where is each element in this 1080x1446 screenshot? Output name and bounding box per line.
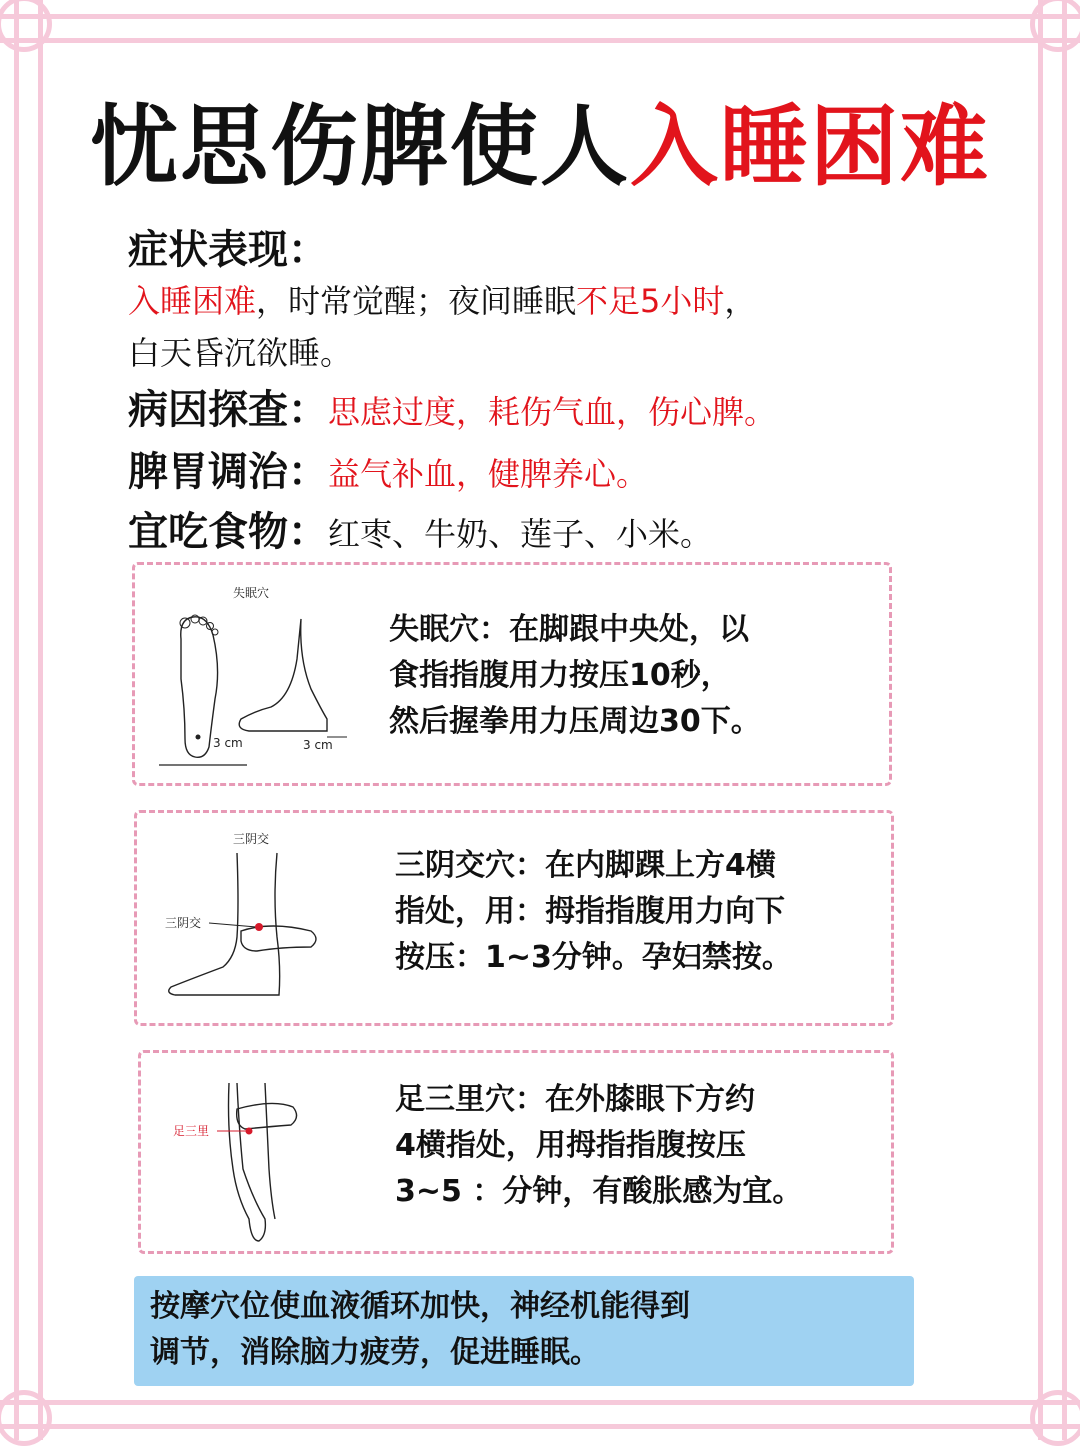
card-line: 3~5 ：分钟，有酸胀感为宜。 bbox=[395, 1174, 803, 1209]
point-label-sanyinjiao: 三阴交 bbox=[165, 916, 202, 930]
title-part-black: 忧思伤脾使人 bbox=[89, 95, 630, 198]
card-text-sanyinjiao bbox=[395, 843, 792, 981]
symptom-under-5-hours: 不足5小时 bbox=[576, 282, 725, 320]
frame-line-bottom-1 bbox=[0, 1400, 1080, 1405]
cause-row bbox=[128, 378, 776, 435]
card-line: 失眠穴：在脚跟中央处，以 bbox=[389, 612, 749, 647]
acupoint-card-sanyinjiao bbox=[134, 810, 894, 1026]
leg-illustration bbox=[173, 1069, 373, 1249]
frame-line-left-2 bbox=[38, 0, 43, 1440]
treatment-row bbox=[128, 440, 648, 497]
summary-box bbox=[134, 1276, 914, 1386]
summary-line-1: 按摩穴位使血液循环加快，神经机能得到 bbox=[150, 1289, 690, 1324]
figure-label-shimian: 失眠穴 bbox=[233, 586, 270, 600]
frame-line-left-1 bbox=[14, 0, 19, 1440]
symptoms-line-2: 白天昏沉欲睡。 bbox=[128, 334, 353, 372]
cause-heading: 病因探查： bbox=[128, 387, 328, 433]
card-line: 指处，用：拇指指腹用力向下 bbox=[395, 894, 785, 929]
card-line: 足三里穴：在外膝眼下方约 bbox=[395, 1082, 755, 1117]
card-line: 食指指腹用力按压10秒， bbox=[389, 658, 731, 693]
card-line: 三阴交穴：在内脚踝上方4横 bbox=[395, 848, 776, 883]
symptom-mid-text: ，时常觉醒；夜间睡眠 bbox=[256, 282, 577, 320]
treatment-text: 益气补血，健脾养心。 bbox=[328, 455, 649, 493]
card-text-zusanli bbox=[395, 1077, 802, 1215]
foot-sole-illustration bbox=[151, 579, 361, 779]
treatment-heading: 脾胃调治： bbox=[128, 449, 328, 495]
measure-label-sole: 3 cm bbox=[213, 736, 243, 750]
cause-text: 思虑过度，耗伤气血，伤心脾。 bbox=[328, 393, 777, 431]
figure-label-sanyinjiao: 三阴交 bbox=[233, 832, 270, 846]
frame-line-top-2 bbox=[0, 38, 1080, 43]
frame-line-top-1 bbox=[0, 14, 1080, 19]
symptom-difficulty-sleeping: 入睡困难 bbox=[128, 282, 257, 320]
symptoms-line-1 bbox=[128, 276, 756, 322]
frame-line-right-2 bbox=[1062, 0, 1067, 1440]
frame-line-right-1 bbox=[1038, 0, 1043, 1440]
ankle-illustration bbox=[161, 827, 361, 1017]
card-line: 4横指处，用拇指指腹按压 bbox=[395, 1128, 746, 1163]
measure-label-side: 3 cm bbox=[303, 738, 333, 752]
frame-corner-bottom-right bbox=[1030, 1390, 1080, 1446]
frame-line-bottom-2 bbox=[0, 1424, 1080, 1429]
foods-heading: 宜吃食物： bbox=[128, 509, 328, 555]
frame-corner-top-left bbox=[0, 0, 52, 52]
symptom-line-end: ， bbox=[724, 282, 757, 320]
summary-line-2: 调节，消除脑力疲劳，促进睡眠。 bbox=[150, 1335, 600, 1370]
foods-row bbox=[128, 500, 712, 557]
point-label-zusanli: 足三里 bbox=[173, 1124, 210, 1138]
title-part-red: 入睡困难 bbox=[630, 95, 991, 198]
page-title bbox=[0, 92, 1080, 202]
acupoint-card-shimian bbox=[132, 562, 892, 786]
symptoms-heading: 症状表现： bbox=[128, 227, 328, 273]
card-text-shimian bbox=[389, 607, 761, 745]
card-line: 然后握拳用力压周边30下。 bbox=[389, 704, 761, 739]
acupoint-card-zusanli bbox=[138, 1050, 894, 1254]
card-line: 按压：1~3分钟。孕妇禁按。 bbox=[395, 940, 792, 975]
frame-corner-bottom-left bbox=[0, 1390, 52, 1446]
foods-text: 红枣、牛奶、莲子、小米。 bbox=[328, 515, 713, 553]
